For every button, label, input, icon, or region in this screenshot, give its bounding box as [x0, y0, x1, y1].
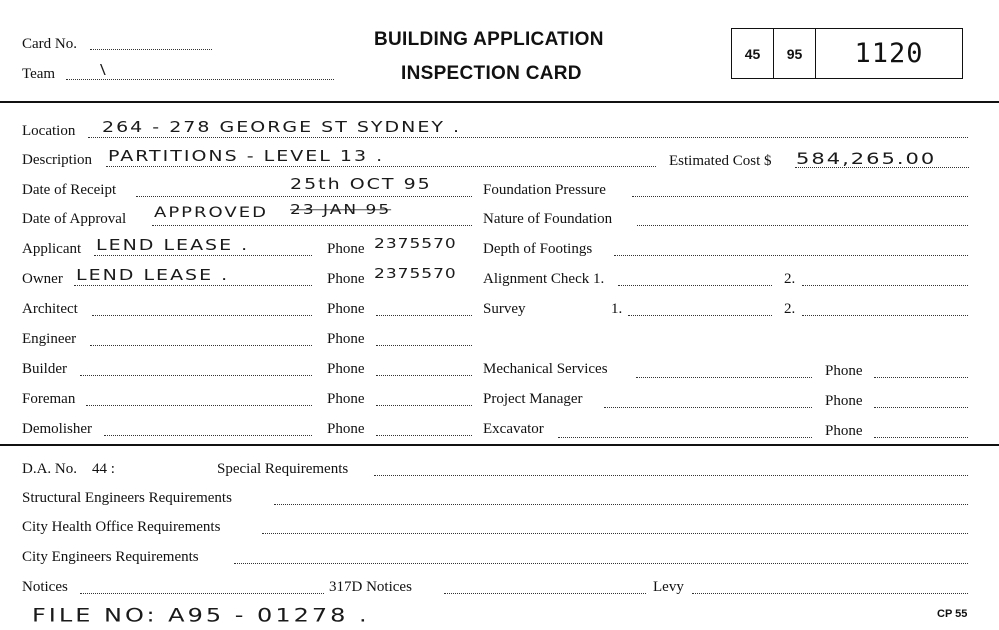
mechanical-services-field[interactable] [636, 377, 812, 378]
survey-1-label: 1. [611, 301, 623, 317]
survey-1-field[interactable] [628, 315, 772, 316]
structural-requirements-label: Structural Engineers Requirements [22, 490, 232, 506]
applicant-field[interactable] [94, 255, 312, 256]
mechanical-services-label: Mechanical Services [483, 361, 608, 377]
da-no-label: D.A. No. [22, 461, 77, 477]
engineer-label: Engineer [22, 331, 77, 347]
foreman-phone-field[interactable] [376, 405, 472, 406]
architect-field[interactable] [92, 315, 312, 316]
details-divider [0, 444, 999, 446]
architect-label: Architect [22, 301, 78, 317]
estimated-cost-value: 584,265.00 [796, 149, 937, 168]
card-no-field[interactable] [90, 49, 212, 50]
survey-2-label: 2. [784, 301, 796, 317]
team-label: Team [22, 66, 56, 82]
depth-footings-label: Depth of Footings [483, 241, 593, 257]
date-approval-field[interactable] [152, 225, 472, 226]
alignment-check-1-field[interactable] [618, 285, 772, 286]
builder-phone-field[interactable] [376, 375, 472, 376]
levy-label: Levy [653, 579, 684, 595]
owner-label: Owner [22, 271, 63, 287]
date-receipt-field[interactable] [136, 196, 472, 197]
date-approval-value: APPROVED [154, 204, 268, 221]
health-requirements-label: City Health Office Requirements [22, 519, 221, 535]
engineer-field[interactable] [90, 345, 312, 346]
header-divider [0, 101, 999, 103]
description-label: Description [22, 152, 92, 168]
alignment-check-2-field[interactable] [802, 285, 968, 286]
estimated-cost-label: Estimated Cost $ [669, 153, 772, 169]
survey-2-field[interactable] [802, 315, 968, 316]
date-approval-struck-value: 23 JAN 95 [290, 202, 392, 218]
builder-label: Builder [22, 361, 67, 377]
builder-field[interactable] [80, 375, 312, 376]
location-field[interactable] [88, 137, 968, 138]
engineer-phone-field[interactable] [376, 345, 472, 346]
project-manager-phone-field[interactable] [874, 407, 968, 408]
demolisher-phone-field[interactable] [376, 435, 472, 436]
applicant-value: LEND LEASE . [96, 236, 250, 254]
survey-label: Survey [483, 301, 526, 317]
excavator-label: Excavator [483, 421, 544, 437]
location-label: Location [22, 123, 76, 139]
description-value: PARTITIONS - LEVEL 13 . [108, 147, 385, 165]
description-field[interactable] [106, 166, 656, 167]
architect-phone-field[interactable] [376, 315, 472, 316]
notices-label: Notices [22, 579, 68, 595]
depth-footings-field[interactable] [614, 255, 968, 256]
project-manager-label: Project Manager [483, 391, 583, 407]
owner-phone-label: Phone [327, 271, 365, 287]
form-title-line1: BUILDING APPLICATION [374, 29, 604, 50]
applicant-phone-value: 2375570 [374, 236, 457, 252]
excavator-phone-field[interactable] [874, 437, 968, 438]
team-value: \ [100, 62, 108, 78]
card-number: 1120 [854, 38, 924, 69]
nature-foundation-label: Nature of Foundation [483, 211, 613, 227]
card-no-label: Card No. [22, 36, 77, 52]
demolisher-phone-label: Phone [327, 421, 365, 437]
foundation-pressure-field[interactable] [632, 196, 968, 197]
notices-317d-label: 317D Notices [329, 579, 412, 595]
foreman-label: Foreman [22, 391, 76, 407]
team-field[interactable] [66, 79, 334, 80]
project-manager-field[interactable] [604, 407, 812, 408]
notices-field[interactable] [80, 593, 324, 594]
special-requirements-field[interactable] [374, 475, 968, 476]
structural-requirements-field[interactable] [274, 504, 968, 505]
demolisher-label: Demolisher [22, 421, 92, 437]
owner-value: LEND LEASE . [76, 266, 230, 284]
owner-phone-value: 2375570 [374, 266, 457, 282]
file-number: FILE NO: A95 - 01278 . [32, 604, 370, 626]
alignment-check-label: Alignment Check 1. [483, 271, 605, 287]
date-receipt-label: Date of Receipt [22, 182, 117, 198]
mechanical-phone-label: Phone [825, 363, 863, 379]
location-value: 264 - 278 GEORGE ST SYDNEY . [102, 118, 462, 136]
form-title-line2: INSPECTION CARD [401, 63, 582, 84]
foreman-phone-label: Phone [327, 391, 365, 407]
date-receipt-value: 25th OCT 95 [290, 175, 432, 193]
card-code-1: 45 [732, 29, 774, 78]
engineer-phone-label: Phone [327, 331, 365, 347]
foreman-field[interactable] [86, 405, 312, 406]
applicant-label: Applicant [22, 241, 82, 257]
date-approval-label: Date of Approval [22, 211, 127, 227]
foundation-pressure-label: Foundation Pressure [483, 182, 606, 198]
applicant-phone-label: Phone [327, 241, 365, 257]
excavator-field[interactable] [558, 437, 812, 438]
notices-317d-field[interactable] [444, 593, 646, 594]
demolisher-field[interactable] [104, 435, 312, 436]
architect-phone-label: Phone [327, 301, 365, 317]
form-code: CP 55 [937, 608, 968, 620]
project-manager-phone-label: Phone [825, 393, 863, 409]
card-code-2: 95 [774, 29, 816, 78]
special-requirements-label: Special Requirements [217, 461, 349, 477]
mechanical-phone-field[interactable] [874, 377, 968, 378]
nature-foundation-field[interactable] [637, 225, 968, 226]
da-no-value: 44 : [92, 461, 115, 477]
health-requirements-field[interactable] [262, 533, 968, 534]
city-engineers-requirements-field[interactable] [234, 563, 968, 564]
levy-field[interactable] [692, 593, 968, 594]
excavator-phone-label: Phone [825, 423, 863, 439]
alignment-check-2-label: 2. [784, 271, 796, 287]
card-number-box [731, 28, 963, 79]
builder-phone-label: Phone [327, 361, 365, 377]
owner-field[interactable] [74, 285, 312, 286]
city-engineers-requirements-label: City Engineers Requirements [22, 549, 199, 565]
